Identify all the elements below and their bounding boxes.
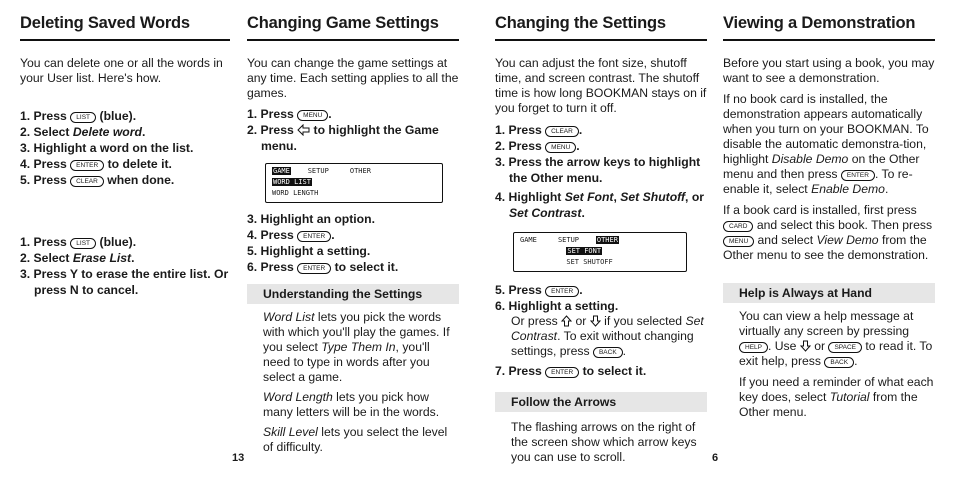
lcd-tab-other: OTHER [596, 236, 618, 244]
settings-step-final [495, 363, 707, 379]
intro-text: You can adjust the font size, shutoff time, and screen contrast. The shutoff time is how long BOOKMAN stays on if you forget to turn it off. [495, 56, 707, 115]
step: 6. Press ENTER to select it. [247, 260, 399, 274]
step: 1. Press LIST (blue). [20, 235, 137, 249]
erase-list-steps [20, 234, 230, 298]
subsection-bar: Follow the Arrows [495, 392, 707, 412]
column-changing-game-settings [247, 14, 459, 455]
lcd-tab-setup: SETUP [557, 236, 580, 244]
step: 1. Press CLEAR . [495, 123, 583, 137]
step: 2. Press to highlight the Game menu. [247, 123, 439, 153]
help-text [723, 309, 935, 420]
menu-key-icon: MENU [297, 110, 328, 121]
clear-key-icon: CLEAR [70, 176, 104, 187]
lcd-tab-game: GAME [520, 236, 537, 244]
menu-key-icon: MENU [545, 142, 576, 153]
down-arrow-icon [800, 340, 811, 352]
enter-key-icon: ENTER [297, 231, 331, 242]
step: 3. Press Y to erase the entire list. Or press N to cancel. [20, 267, 229, 297]
demo-with-card: If a book card is installed, first press CARD and select this book. Then press MENU and select View Demo from the Other menu to see the demonstration. [723, 203, 933, 262]
down-arrow-icon [590, 315, 601, 327]
enter-key-icon: ENTER [545, 367, 579, 378]
step: 2. Select Erase List. [20, 251, 135, 265]
step: 2. Select Delete word. [20, 125, 146, 139]
lcd-item: WORD LENGTH [272, 189, 319, 197]
step: 5. Press ENTER . [495, 283, 583, 297]
delete-word-steps [20, 108, 230, 188]
list-key-icon: LIST [70, 112, 96, 123]
step: 4. Highlight Set Font, Set Shutoff, or Set Contrast. [495, 190, 705, 220]
list-key-icon: LIST [70, 238, 96, 249]
section-title: Deleting Saved Words [20, 14, 230, 41]
column-changing-the-settings [495, 14, 707, 465]
card-key-icon: CARD [723, 221, 753, 232]
step: 3. Press the arrow keys to highlight the Other menu. [495, 155, 701, 185]
help-paragraph: You can view a help message at virtually any screen by pressing HELP . Use or SPACE to read it. To exit help, press BACK . [739, 309, 933, 368]
lcd-screen-game-menu [265, 163, 443, 203]
demo-intro: Before you start using a book, you may want to see a demonstration. [723, 56, 935, 85]
enter-key-icon: ENTER [297, 263, 331, 274]
clear-key-icon: CLEAR [545, 126, 579, 137]
left-arrow-icon [297, 124, 310, 136]
step: 2. Press MENU . [495, 139, 580, 153]
lcd-tab-other: OTHER [349, 167, 371, 175]
section-title: Changing Game Settings [247, 14, 459, 41]
step: 4. Press ENTER . [247, 228, 335, 242]
lcd-item: SET SHUTOFF [566, 258, 613, 266]
intro-text: You can delete one or all the words in your User list. Here's how. [20, 56, 223, 85]
enter-key-icon: ENTER [70, 160, 104, 171]
settings-steps [495, 122, 707, 221]
settings-definitions [247, 310, 459, 455]
lcd-item-selected: SET FONT [567, 247, 602, 255]
up-arrow-icon [561, 315, 572, 327]
game-settings-steps [247, 106, 459, 154]
page-number: 6 [712, 452, 719, 464]
step: 4. Press ENTER to delete it. [20, 157, 172, 171]
tutorial-paragraph: If you need a reminder of what each key does, select Tutorial from the Other menu. [739, 375, 934, 419]
step: 1. Press MENU . [247, 107, 332, 121]
lcd-tab-setup: SETUP [307, 167, 329, 175]
step: 5. Press CLEAR when done. [20, 173, 175, 187]
section-title: Changing the Settings [495, 14, 707, 41]
definition-word-length: Word Length lets you pick how many letters will be in the words. [263, 390, 440, 419]
section-title: Viewing a Demonstration [723, 14, 935, 41]
settings-steps-continued [495, 282, 707, 314]
space-key-icon: SPACE [828, 342, 862, 353]
contrast-note: Or press or if you selected Set Contrast. To exit without changing settings, press BACK . [511, 314, 704, 358]
back-key-icon: BACK [593, 347, 623, 358]
definition-word-list: Word List lets you pick the words with which you'll play the games. If you select Type Them In, you'll need to type in words after you select a game. [263, 310, 450, 384]
menu-key-icon: MENU [723, 236, 754, 247]
game-settings-steps-continued [247, 211, 459, 275]
lcd-item-selected: WORD LIST [273, 178, 311, 186]
lcd-screen-other-menu [513, 232, 687, 272]
column-deleting-saved-words [20, 14, 230, 298]
step: 7. Press ENTER to select it. [495, 364, 647, 378]
back-key-icon: BACK [824, 357, 854, 368]
step: 1. Press LIST (blue). [20, 109, 137, 123]
subsection-bar: Understanding the Settings [247, 284, 459, 304]
column-viewing-a-demonstration [723, 14, 935, 420]
lcd-tab-game: GAME [273, 167, 290, 175]
step: 6. Highlight a setting. [495, 299, 619, 313]
step: 3. Highlight an option. [247, 212, 375, 226]
enter-key-icon: ENTER [841, 170, 875, 181]
definition-skill-level: Skill Level lets you select the level of difficulty. [263, 425, 448, 454]
page-number: 13 [232, 452, 245, 464]
demo-no-card: If no book card is installed, the demonstration appears automatically when you turn on your BOOKMAN. To disable the automatic demonstra-tion, highlight Disable Demo on the Other menu and then press ENTER . To re-enable it, select Enable Demo. [723, 92, 929, 196]
subsection-bar: Help is Always at Hand [723, 283, 935, 303]
enter-key-icon: ENTER [545, 286, 579, 297]
arrows-text: The flashing arrows on the right of the screen show which arrow keys you can use to scroll. [511, 420, 697, 464]
step: 5. Highlight a setting. [247, 244, 371, 258]
help-key-icon: HELP [739, 342, 768, 353]
step: 3. Highlight a word on the list. [20, 141, 194, 155]
intro-text: You can change the game settings at any time. Each setting applies to all the games. [247, 56, 459, 100]
